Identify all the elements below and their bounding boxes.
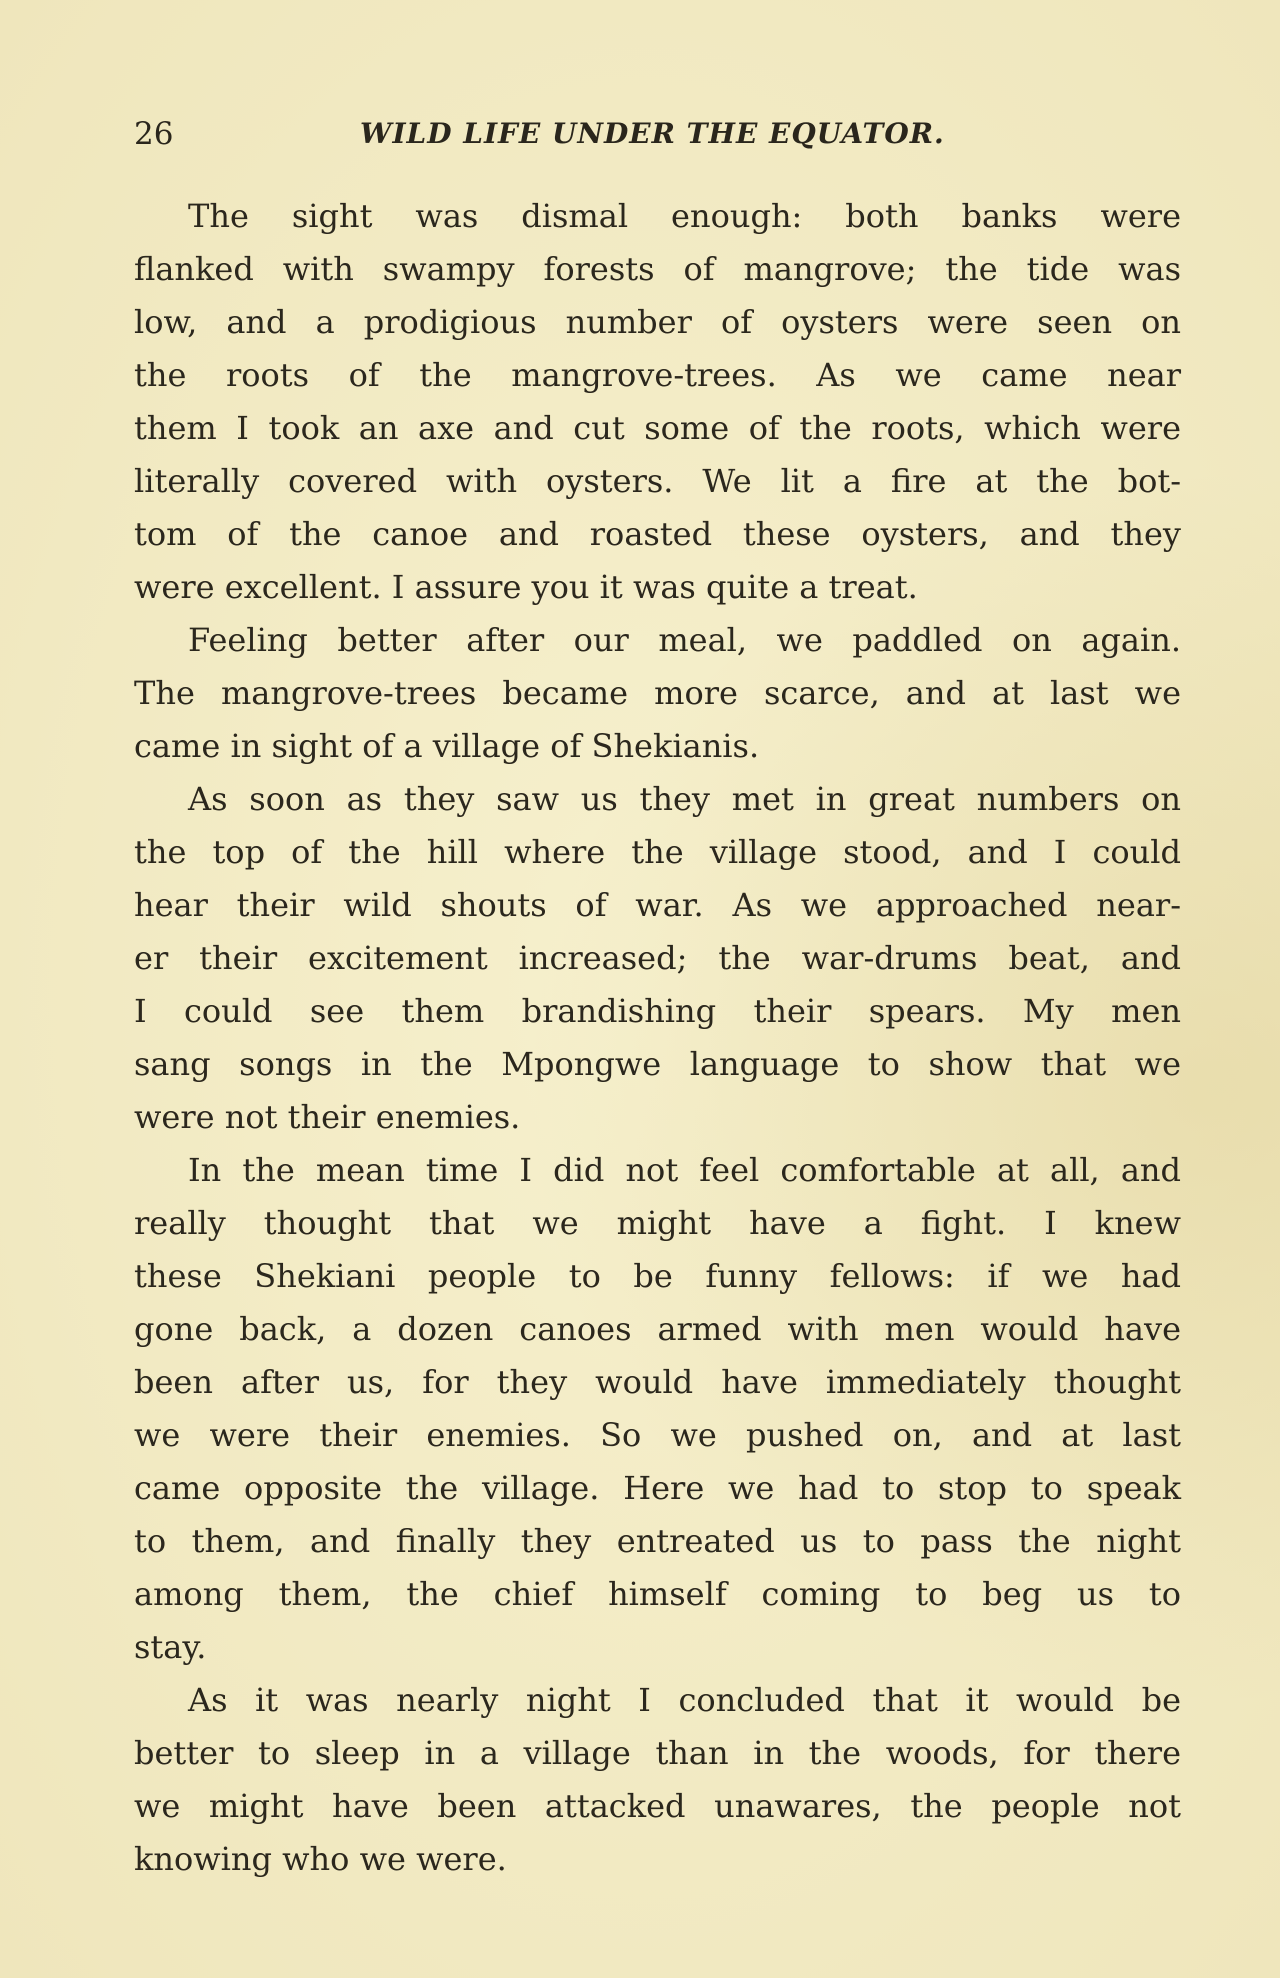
text-line: tom of the canoe and roasted these oysters, and they — [134, 515, 1181, 553]
text-line: low, and a prodigious number of oysters were seen on — [134, 303, 1181, 341]
page-number: 26 — [134, 116, 174, 152]
text-line: them I took an axe and cut some of the roots, which were — [134, 409, 1181, 447]
paragraph — [134, 1144, 1181, 1674]
text-line: I could see them brandishing their spears. My men — [134, 992, 1181, 1030]
text-line: we might have been attacked unawares, the people not — [134, 1787, 1181, 1825]
paragraph — [134, 190, 1181, 614]
text-line: these Shekiani people to be funny fellows: if we had — [134, 1257, 1181, 1295]
text-line: came opposite the village. Here we had to stop to speak — [134, 1469, 1181, 1507]
text-line: we were their enemies. So we pushed on, and at last — [134, 1416, 1181, 1454]
body-text — [134, 190, 1181, 1886]
text-line: As it was nearly night I concluded that it would be — [188, 1681, 1181, 1719]
text-line: better to sleep in a village than in the woods, for there — [134, 1734, 1181, 1772]
text-line: been after us, for they would have immediately thought — [134, 1363, 1181, 1401]
text-line: Feeling better after our meal, we paddled on again. — [188, 621, 1181, 659]
text-line: came in sight of a village of Shekianis. — [134, 727, 760, 765]
paragraph — [134, 773, 1181, 1144]
running-title: WILD LIFE UNDER THE EQUATOR. — [360, 117, 945, 150]
paragraph — [134, 614, 1181, 773]
text-line: er their excitement increased; the war-drums beat, and — [134, 939, 1181, 977]
text-line: knowing who we were. — [134, 1840, 507, 1878]
text-line: were excellent. I assure you it was quite a treat. — [134, 568, 918, 606]
text-line: among them, the chief himself coming to beg us to — [134, 1575, 1181, 1613]
text-line: literally covered with oysters. We lit a fire at the bot- — [134, 462, 1181, 500]
text-line: really thought that we might have a fight. I knew — [134, 1204, 1181, 1242]
page-header — [134, 112, 954, 156]
text-line: were not their enemies. — [134, 1098, 521, 1136]
text-line: The sight was dismal enough: both banks were — [188, 197, 1181, 235]
text-line: sang songs in the Mpongwe language to show that we — [134, 1045, 1181, 1083]
text-line: As soon as they saw us they met in great numbers on — [188, 780, 1181, 818]
text-line: the roots of the mangrove-trees. As we came near — [134, 356, 1181, 394]
text-line: stay. — [134, 1628, 207, 1666]
text-line: to them, and finally they entreated us to pass the night — [134, 1522, 1181, 1560]
text-line: hear their wild shouts of war. As we approached near- — [134, 886, 1181, 924]
text-line: In the mean time I did not feel comfortable at all, and — [188, 1151, 1181, 1189]
text-line: flanked with swampy forests of mangrove; the tide was — [134, 250, 1181, 288]
text-line: The mangrove-trees became more scarce, and at last we — [134, 674, 1181, 712]
paragraph — [134, 1674, 1181, 1886]
text-line: the top of the hill where the village stood, and I could — [134, 833, 1181, 871]
text-line: gone back, a dozen canoes armed with men would have — [134, 1310, 1181, 1348]
